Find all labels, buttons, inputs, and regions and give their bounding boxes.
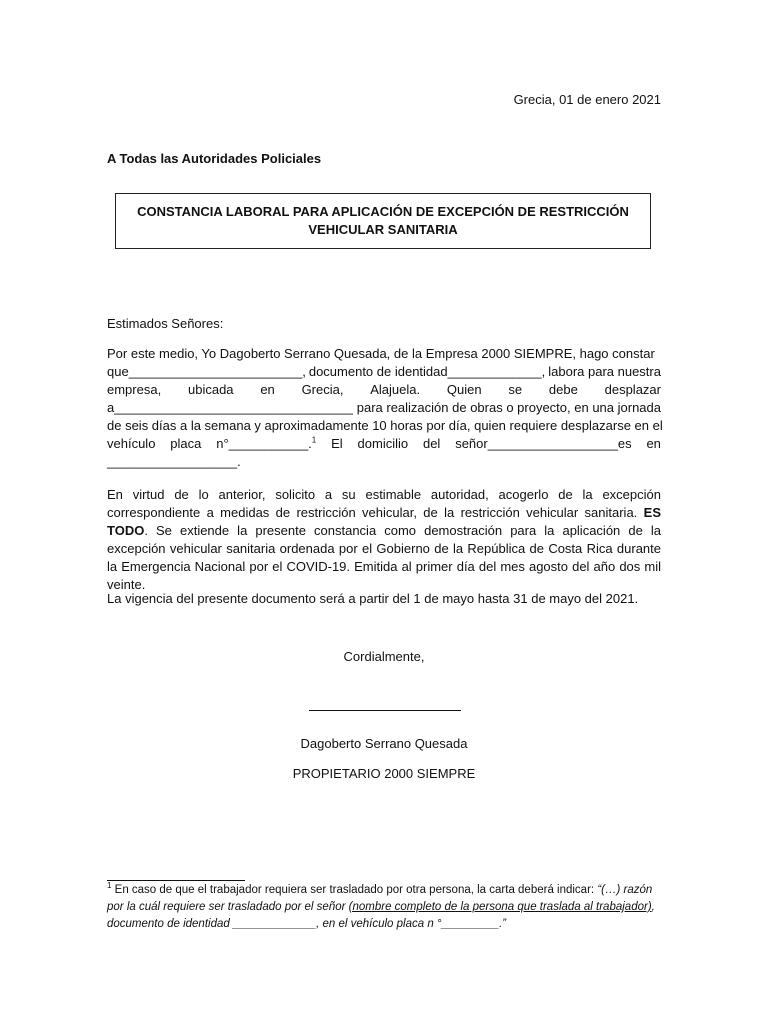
footnote (107, 882, 667, 933)
destination-blank: a_________________________________ (107, 400, 353, 415)
footnote-italic: “(…) razón por la cuál requiere ser trasladado por el señor (107, 884, 653, 913)
declaration-text: labora para nuestra (548, 364, 661, 379)
address-blank: señor__________________es (455, 436, 632, 451)
word: se (508, 382, 523, 397)
word: vehículo (107, 436, 156, 451)
paragraph-declaration (107, 345, 661, 471)
greeting: Estimados Señores: (107, 316, 224, 331)
paragraph-request (107, 486, 661, 594)
word: domicilio (357, 436, 409, 451)
word: Grecia, (301, 382, 344, 397)
declaration-text: Por este medio, Yo Dagoberto Serrano Quesada, de la Empresa 2000 SIEMPRE, hago constar (107, 346, 655, 361)
declaration-line (107, 399, 661, 417)
declaration-line (107, 363, 661, 381)
declaration-line (107, 435, 661, 453)
signer-role: PROPIETARIO 2000 SIEMPRE (292, 766, 476, 781)
word: Quien (446, 382, 482, 397)
declaration-line (107, 345, 661, 363)
word: ubicada (187, 382, 234, 397)
letter-recipient: A Todas las Autoridades Policiales (107, 151, 322, 166)
word: en (260, 382, 275, 397)
address-continuation-blank: __________________. (107, 454, 241, 469)
document-title: CONSTANCIA LABORAL PARA APLICACIÓN DE EXCEPCIÓN DE RESTRICCIÓN VEHICULAR SANITARIA (137, 204, 629, 237)
footnote-separator (107, 880, 245, 881)
declaration-line (107, 453, 661, 471)
declaration-line (107, 417, 661, 435)
footnote-reference: 1 (311, 435, 317, 445)
title-box (115, 193, 651, 249)
letter-date: Grecia, 01 de enero 2021 (513, 92, 661, 107)
declaration-text: para realización de obras o proyecto, en una jornada (356, 400, 661, 415)
closing: Cordialmente, (343, 649, 425, 664)
paragraph-validity: La vigencia del presente documento será a partir del 1 de mayo hasta 31 de mayo del 2021. (107, 591, 639, 606)
footnote-italic-end: , documento de identidad _____________, en el vehículo placa n °_________.” (107, 901, 655, 930)
request-text: En virtud de lo anterior, solicito a su estimable autoridad, acogerlo de la excepción correspondiente a medidas de restricción vehicular, de la restricción vehicular sanitaria. (107, 487, 661, 520)
word: del (422, 436, 441, 451)
word: placa (170, 436, 202, 451)
request-text-continued: . Se extiende la presente constancia como demostración para la aplicación de la excepción vehicular sanitaria ordenada por el Gobierno de la República de Costa Rica durante la Emergencia Nacional por el COVID-19. Emitida al primer día del mes agosto del año dos mil veinte. (107, 523, 661, 592)
declaration-text: de seis días a la semana y aproximadamente 10 horas por día, quien requiere desplazarse en el (107, 418, 663, 433)
signer-name: Dagoberto Serrano Quesada (300, 736, 468, 751)
plate-blank: n°___________.$^1$ (216, 435, 317, 451)
word: Alajuela. (370, 382, 421, 397)
footnote-mark: 1 (107, 881, 112, 891)
id-document-blank: documento de identidad_____________, (308, 364, 546, 379)
word: El (331, 436, 343, 451)
es-todo-bold: ES TODO (107, 505, 661, 538)
word: debe (548, 382, 578, 397)
signature-line (309, 710, 461, 711)
word: desplazar (604, 382, 661, 397)
worker-name-blank: que________________________, (107, 364, 306, 379)
declaration-line (107, 381, 661, 399)
footnote-underlined: (nombre completo de la persona que traslada al trabajador) (348, 901, 652, 913)
word: en (646, 436, 661, 451)
footnote-lead: En caso de que el trabajador requiera ser trasladado por otra persona, la carta deberá indicar: (111, 884, 598, 896)
word: empresa, (107, 382, 162, 397)
